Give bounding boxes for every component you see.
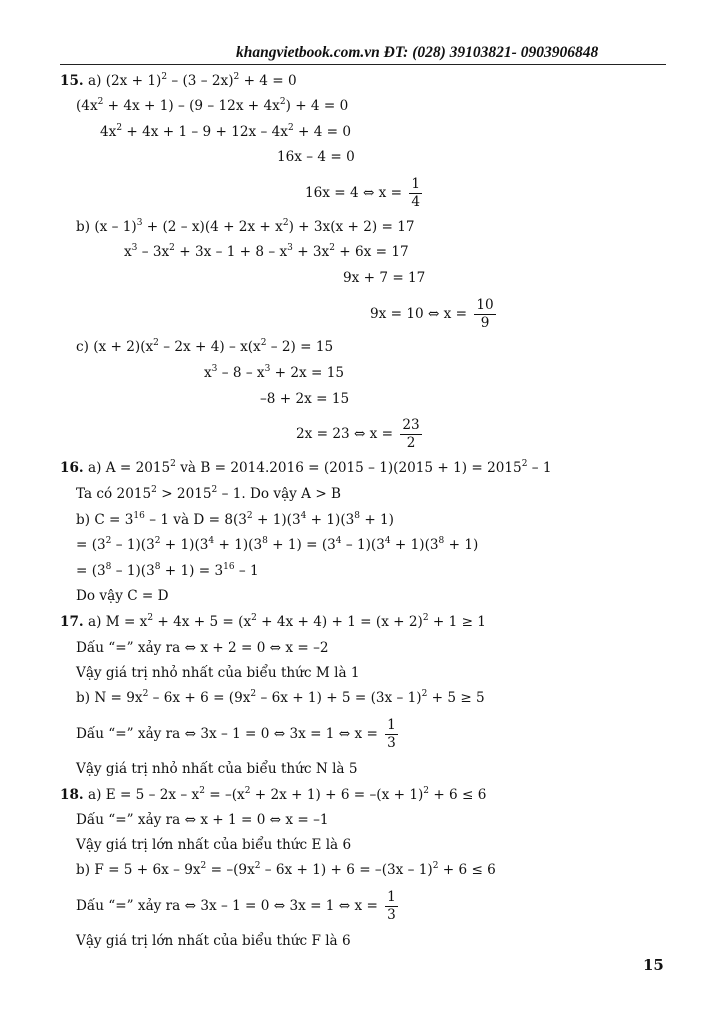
exponent: 4 <box>300 511 307 521</box>
exponent: 4 <box>384 536 391 546</box>
p15-c <box>76 339 333 355</box>
p17-label: 17. <box>60 614 84 630</box>
math-text: – 6x + 1) + 5 = (3x – 1) <box>256 690 422 706</box>
math-text: – 1)(3 <box>111 563 155 579</box>
p16-b <box>76 512 394 528</box>
exponent: 2 <box>200 861 207 871</box>
math-text: b) F = 5 + 6x – 9x <box>76 862 201 878</box>
exponent: 8 <box>354 511 360 521</box>
math-text: – 1 <box>527 460 552 476</box>
exponent: 2 <box>151 485 157 495</box>
math-text: + 2x + 1) + 6 = –(x + 1) <box>250 787 424 803</box>
exponent: 2 <box>147 613 154 623</box>
math-text: và B = 2014.2016 = (2015 – 1)(2015 + 1) = 2015 <box>175 460 522 476</box>
p15-b4: 9x = 10 ⇔ x = $\frac{10}{9}$ <box>370 297 494 331</box>
exponent: 2 <box>142 689 149 699</box>
exponent: 2 <box>246 511 253 521</box>
p17-b2: Dấu “=” xảy ra ⇔ 3x – 1 = 0 ⇔ 3x = 1 ⇔ x = $\frac{1}{3}$ <box>76 717 396 751</box>
math-text: + 1)(3 <box>306 512 355 528</box>
exponent: 2 <box>423 786 429 796</box>
math-text: Ta có 2015 <box>76 486 152 502</box>
exponent: 2 <box>422 613 429 623</box>
p17-a2: Dấu “=” xảy ra ⇔ x + 2 = 0 ⇔ x = –2 <box>76 640 329 656</box>
exponent: 4 <box>335 536 342 546</box>
math-text: a) (2x + 1) <box>87 73 162 89</box>
fraction: $\frac{1}{3}$ <box>387 889 396 923</box>
exponent: 2 <box>282 218 289 228</box>
math-text: + 1) <box>444 537 479 553</box>
page-header: khangvietbook.com.vn ĐT: (028) 39103821- 0903906848 <box>236 44 599 61</box>
math-text: – 1)(3 <box>111 537 155 553</box>
p15-b <box>76 219 415 235</box>
p17-b3: Vậy giá trị nhỏ nhất của biểu thức N là 5 <box>76 761 358 777</box>
p18-a <box>60 787 486 803</box>
exponent: 8 <box>105 562 112 572</box>
math-text: = –(9x <box>206 862 255 878</box>
exponent: 3 <box>211 364 218 374</box>
math-text: + 4x + 1 – 9 + 12x – 4x <box>122 124 288 140</box>
math-text: + 1)(3 <box>252 512 301 528</box>
p18-b3: Vậy giá trị lớn nhất của biểu thức F là 6 <box>76 933 351 949</box>
fraction: $\frac{10}{9}$ <box>476 297 494 331</box>
math-text: (4x <box>76 98 98 114</box>
math-text: + 4 = 0 <box>293 124 352 140</box>
p16-a2 <box>76 486 341 502</box>
math-text: + 3x <box>292 244 330 260</box>
exponent: 2 <box>279 97 286 107</box>
exponent: 8 <box>438 536 445 546</box>
exponent: 3 <box>287 243 293 253</box>
exponent: 3 <box>264 364 271 374</box>
math-text: b) C = 3 <box>76 512 134 528</box>
p16-label: 16. <box>60 460 84 476</box>
math-text: = (3 <box>76 563 106 579</box>
p15-c2 <box>204 365 344 381</box>
exponent: 2 <box>432 861 439 871</box>
p16-b2 <box>76 537 478 553</box>
header-rule <box>60 64 666 65</box>
math-text: + 3x – 1 + 8 – x <box>174 244 288 260</box>
math-text: + 2x = 15 <box>270 365 345 381</box>
exponent: 2 <box>170 459 176 469</box>
math-text: b) N = 9x <box>76 690 143 706</box>
math-text: + 6 ≤ 6 <box>429 787 487 803</box>
p18-a3: Vậy giá trị lớn nhất của biểu thức E là 6 <box>76 837 352 853</box>
math-text: + 1) = 3 <box>160 563 224 579</box>
exponent: 4 <box>208 536 215 546</box>
math-text: – 6x + 1) + 6 = –(3x – 1) <box>260 862 433 878</box>
p15-b2 <box>124 244 409 260</box>
math-text: a) E = 5 – 2x – x <box>87 787 200 803</box>
p15-a4: 16x – 4 = 0 <box>277 149 355 165</box>
p18-b <box>76 862 496 878</box>
p18-a2: Dấu “=” xảy ra ⇔ x + 1 = 0 ⇔ x = –1 <box>76 812 329 828</box>
p16-b4: Do vậy C = D <box>76 588 169 604</box>
exponent: 2 <box>233 72 240 82</box>
math-text: – 1 và D = 8(3 <box>144 512 247 528</box>
exponent: 2 <box>154 536 161 546</box>
exponent: 8 <box>262 536 268 546</box>
math-text: c) (x + 2)(x <box>76 339 154 355</box>
p15-a <box>60 73 297 89</box>
math-text: – 1. Do vậy A > B <box>217 486 342 502</box>
math-text: – (3 – 2x) <box>167 73 234 89</box>
fraction: $\frac{1}{4}$ <box>411 176 421 210</box>
math-text: + 4x + 5 = (x <box>153 614 252 630</box>
exponent: 2 <box>287 123 294 133</box>
math-text: + 4x + 1) – (9 – 12x + 4x <box>103 98 280 114</box>
p17-b <box>76 690 485 706</box>
math-text: + 4x + 4) + 1 = (x + 2) <box>256 614 423 630</box>
p15-label: 15. <box>60 73 84 89</box>
p17-a <box>60 614 486 630</box>
math-text: x <box>204 365 212 381</box>
p16-b3 <box>76 563 259 579</box>
math-text: + (2 – x)(4 + 2x + x <box>142 219 283 235</box>
math-text: + 1)(3 <box>160 537 209 553</box>
p15-a2 <box>76 98 348 114</box>
math-text: + 6x = 17 <box>334 244 409 260</box>
math-text: – 1 <box>234 563 259 579</box>
exponent: 2 <box>521 459 528 469</box>
math-text: b) (x – 1) <box>76 219 137 235</box>
exponent: 2 <box>251 613 257 623</box>
math-text: = –(x <box>204 787 245 803</box>
math-text: – 2x + 4) – x(x <box>158 339 261 355</box>
exponent: 2 <box>250 689 257 699</box>
math-text: – 8 – x <box>217 365 265 381</box>
exponent: 8 <box>154 562 161 572</box>
exponent: 2 <box>97 97 104 107</box>
exponent: 2 <box>105 536 112 546</box>
math-text: + 4 = 0 <box>239 73 297 89</box>
math-text: – 6x + 6 = (9x <box>148 690 251 706</box>
exponent: 3 <box>131 243 138 253</box>
exponent: 2 <box>169 243 175 253</box>
math-text: ) + 4 = 0 <box>285 98 349 114</box>
fraction: $\frac{1}{3}$ <box>387 717 396 751</box>
fraction: $\frac{23}{2}$ <box>402 417 420 451</box>
math-text: x <box>124 244 132 260</box>
math-text: + 1 ≥ 1 <box>428 614 486 630</box>
math-text: + 1) = (3 <box>267 537 336 553</box>
p18-label: 18. <box>60 787 84 803</box>
p15-c4: 2x = 23 ⇔ x = $\frac{23}{2}$ <box>296 417 420 451</box>
p17-a3: Vậy giá trị nhỏ nhất của biểu thức M là 1 <box>76 665 360 681</box>
math-text: + 1)(3 <box>214 537 263 553</box>
p16-a <box>60 460 552 476</box>
p15-a5: 16x = 4 ⇔ x = $\frac{1}{4}$ <box>305 176 421 210</box>
exponent: 2 <box>211 485 218 495</box>
exponent: 2 <box>199 786 205 796</box>
exponent: 16 <box>133 511 145 521</box>
exponent: 2 <box>116 123 123 133</box>
page-number: 15 <box>643 956 664 974</box>
exponent: 3 <box>136 218 143 228</box>
p15-a3 <box>100 124 351 140</box>
math-text: > 2015 <box>156 486 212 502</box>
math-text: ) + 3x(x + 2) = 17 <box>288 219 415 235</box>
math-text: – 3x <box>137 244 170 260</box>
math-text: + 6 ≤ 6 <box>438 862 496 878</box>
exponent: 2 <box>329 243 335 253</box>
math-text: 4x <box>100 124 117 140</box>
p18-b2: Dấu “=” xảy ra ⇔ 3x – 1 = 0 ⇔ 3x = 1 ⇔ x = $\frac{1}{3}$ <box>76 889 396 923</box>
math-text: a) M = x <box>87 614 148 630</box>
p15-c3: –8 + 2x = 15 <box>260 391 350 407</box>
exponent: 2 <box>254 861 261 871</box>
p15-b3: 9x + 7 = 17 <box>343 270 426 286</box>
exponent: 2 <box>161 72 168 82</box>
math-text: + 1)(3 <box>390 537 439 553</box>
math-text: + 1) <box>360 512 394 528</box>
exponent: 16 <box>223 562 235 572</box>
exponent: 2 <box>244 786 251 796</box>
exponent: 2 <box>153 338 159 348</box>
math-text: a) A = 2015 <box>87 460 171 476</box>
math-text: – 1)(3 <box>341 537 385 553</box>
math-text: = (3 <box>76 537 106 553</box>
exponent: 2 <box>260 338 267 348</box>
math-text: – 2) = 15 <box>266 339 334 355</box>
exponent: 2 <box>421 689 428 699</box>
math-text: + 5 ≥ 5 <box>427 690 485 706</box>
